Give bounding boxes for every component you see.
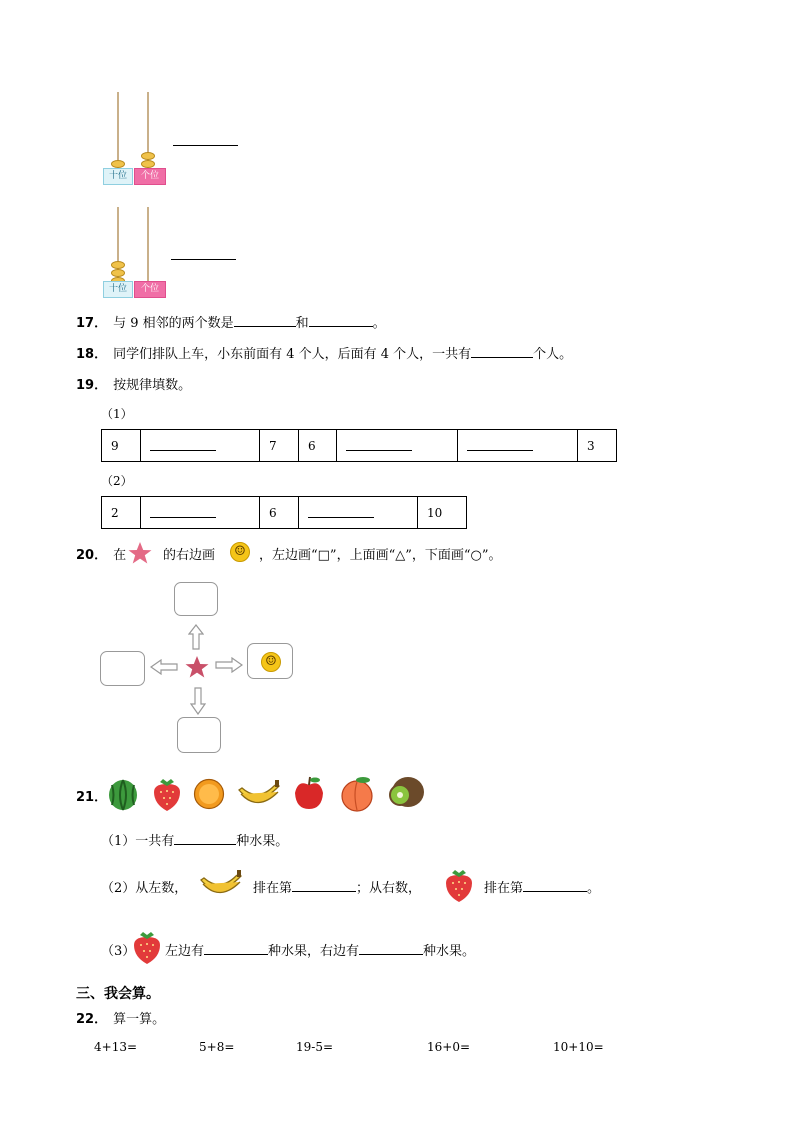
calc-item[interactable]: 19-5= xyxy=(296,1040,334,1054)
top-box[interactable] xyxy=(174,582,218,616)
left-box[interactable] xyxy=(100,651,145,686)
question-text: 种水果，右边有 xyxy=(268,944,360,959)
answer-blank[interactable] xyxy=(174,832,236,845)
question-17 xyxy=(76,312,386,331)
question-text: 排在第 xyxy=(484,881,524,896)
question-number: 18． xyxy=(76,347,108,362)
seq-blank-cell[interactable] xyxy=(141,430,260,462)
question-number: 20． xyxy=(76,548,108,563)
sequence-table-1 xyxy=(101,429,617,462)
seq-blank-cell[interactable] xyxy=(458,430,578,462)
question-text: 的右边画 xyxy=(163,548,216,563)
banana-icon xyxy=(198,866,244,900)
section-title: 三、我会算。 xyxy=(76,986,160,1002)
question-number: 17． xyxy=(76,316,108,331)
orange-icon xyxy=(193,778,225,810)
question-21-part-2-left xyxy=(101,877,187,896)
question-20 xyxy=(76,544,126,563)
ones-rod xyxy=(147,207,149,285)
answer-blank[interactable] xyxy=(471,345,533,358)
right-box-smiley xyxy=(247,643,293,679)
abacus-1 xyxy=(103,92,167,187)
star-icon xyxy=(184,655,210,679)
seq-cell: 6 xyxy=(260,497,299,529)
banana-icon xyxy=(236,776,282,810)
seq-cell: 10 xyxy=(418,497,467,529)
question-22 xyxy=(76,1008,165,1027)
question-number: 22． xyxy=(76,1012,108,1027)
part-label: （1） xyxy=(101,834,136,849)
question-text: 从左数， xyxy=(135,881,188,896)
question-text: 按规律填数。 xyxy=(113,378,192,393)
answer-blank[interactable] xyxy=(292,879,356,892)
question-number: 19． xyxy=(76,378,108,393)
answer-blank[interactable] xyxy=(234,314,296,327)
sequence-table-2 xyxy=(101,496,467,529)
question-21-part-2-right xyxy=(484,877,600,896)
question-18 xyxy=(76,343,572,362)
question-text: 。 xyxy=(372,316,386,331)
ones-bead xyxy=(141,152,155,160)
abacus-2 xyxy=(103,207,167,299)
part-label: （2） xyxy=(101,881,136,896)
seq-cell: 2 xyxy=(102,497,141,529)
ones-label: 个位 xyxy=(134,281,166,298)
part-label: （3） xyxy=(101,944,136,959)
smiley-icon xyxy=(261,652,281,672)
answer-blank[interactable] xyxy=(523,879,587,892)
calc-item[interactable]: 16+0= xyxy=(427,1040,471,1054)
arrow-up-icon xyxy=(188,624,204,650)
question-text: 左边有 xyxy=(165,944,205,959)
answer-blank[interactable] xyxy=(204,942,268,955)
answer-blank[interactable] xyxy=(309,314,373,327)
ones-bead xyxy=(141,160,155,168)
watermelon-icon xyxy=(107,777,139,811)
strawberry-icon xyxy=(131,929,163,965)
question-text: 算一算。 xyxy=(113,1012,166,1027)
smiley-glyph: ☺ xyxy=(234,544,246,559)
calc-item[interactable]: 4+13= xyxy=(94,1040,138,1054)
apple-icon xyxy=(292,775,326,811)
smiley-glyph: ☺ xyxy=(265,654,277,669)
tens-bead xyxy=(111,261,125,269)
seq-cell: 9 xyxy=(102,430,141,462)
abacus-2-answer-blank[interactable] xyxy=(171,247,236,260)
smiley-icon xyxy=(230,542,250,562)
question-text: ；从右数， xyxy=(356,881,422,896)
seq-cell: 3 xyxy=(578,430,617,462)
question-21-part-1 xyxy=(101,830,288,849)
question-text: 排在第 xyxy=(253,881,293,896)
seq-cell: 6 xyxy=(299,430,337,462)
abacus-1-answer-blank[interactable] xyxy=(173,133,238,146)
question-text: 在 xyxy=(113,548,127,563)
question-21-part-3 xyxy=(165,940,475,959)
bottom-box[interactable] xyxy=(177,717,221,753)
seq-blank-cell[interactable] xyxy=(141,497,260,529)
question-text: 种水果。 xyxy=(423,944,476,959)
calc-item[interactable]: 10+10= xyxy=(553,1040,604,1054)
tens-bead xyxy=(111,269,125,277)
tens-label: 十位 xyxy=(103,168,133,185)
seq-cell: 7 xyxy=(260,430,299,462)
ones-label: 个位 xyxy=(134,168,166,185)
strawberry-icon xyxy=(151,776,183,812)
tens-bead xyxy=(111,160,125,168)
question-text: 同学们排队上车，小东前面有 4 个人，后面有 4 个人，一共有 xyxy=(113,347,472,362)
arrow-right-icon xyxy=(215,657,243,673)
star-icon xyxy=(127,541,153,565)
question-text: 。 xyxy=(587,881,601,896)
tens-label: 十位 xyxy=(103,281,133,298)
arrow-down-icon xyxy=(190,687,206,715)
question-text: 与 9 相邻的两个数是 xyxy=(113,316,234,331)
question-text: 个人。 xyxy=(533,347,573,362)
answer-blank[interactable] xyxy=(359,942,423,955)
seq-blank-cell[interactable] xyxy=(299,497,418,529)
question-text: 种水果。 xyxy=(236,834,289,849)
calc-item[interactable]: 5+8= xyxy=(199,1040,235,1054)
question-21-part-2-mid xyxy=(253,877,421,896)
question-text: 和 xyxy=(295,316,309,331)
peach-icon xyxy=(339,774,375,812)
arrow-left-icon xyxy=(150,659,178,675)
question-number: 21． xyxy=(76,790,108,805)
strawberry-icon xyxy=(443,867,475,903)
kiwi-icon xyxy=(386,775,426,809)
question-text: 一共有 xyxy=(135,834,175,849)
part-2-label: （2） xyxy=(101,474,133,488)
question-19 xyxy=(76,374,191,393)
part-1-label: （1） xyxy=(101,407,133,421)
seq-blank-cell[interactable] xyxy=(337,430,458,462)
question-text: ，左边画“□”，上面画“△”，下面画“○”。 xyxy=(259,548,502,563)
